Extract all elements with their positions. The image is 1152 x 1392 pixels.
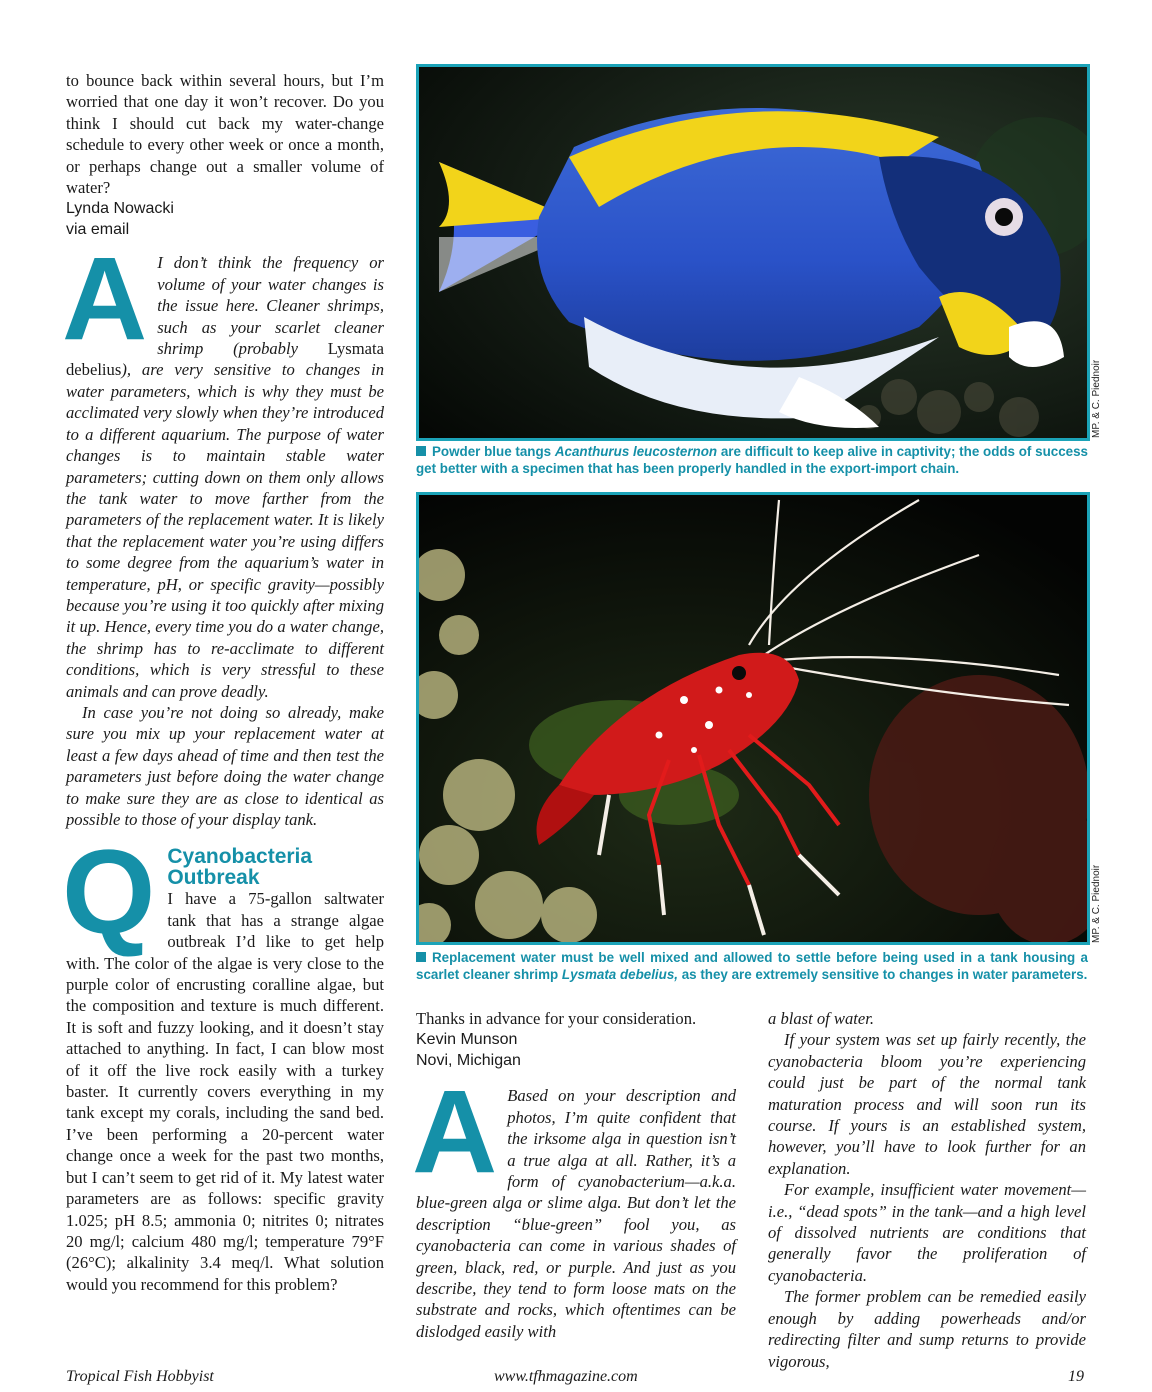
answer-paragraph-3: Based on your description and photos, I’m quite confident that the irksome alga in question isn’t a true alga at all. Rather, it’s a form of cyanobacterium—a.k.a. blue-green alga or slime alga. But don’t let the description “blue-green” fool you, as cyanobacteria can come in various shades of green, black, red, or purple. And just as you describe, they tend to form loose mats on the substrate and rocks, which oftentimes can be dislodged easily with	[416, 1086, 736, 1341]
tang-caption	[416, 444, 1088, 477]
answer-two	[412, 1066, 736, 1342]
signature-location: via email	[66, 221, 130, 239]
right-paragraph-1: If your system was set up fairly recently, the cyanobacteria bloom you’re experiencing could just be part of the normal tank maturation process and will soon run its course. If yours is an established system, however, you’ll have to look further for an explanation.	[768, 1030, 1086, 1178]
footer-magazine-title: Tropical Fish Hobbyist	[66, 1368, 214, 1385]
question-paragraph: I have a 75-gallon saltwater tank that has a strange algae outbreak I’d like to get help with. The color of the algae is very close to the purple color of encrusting coralline algae, but the composition and texture is much different. It is soft and fuzzy looking, and it doesn’t stay attached to anything. In fact, I can blow most of it off the live rock easily with a turkey baster. It currently covers everything in my tank except my corals, including the sand bed. I’ve been performing a 20-percent water change once a week for the past two months, but I can’t seem to get rid of it. My latest water parameters are as follows: specific gravity 1.025; pH 8.5; ammonia 0; nitrites 0; nitrates 20 mg/l; calcium 480 mg/l; temperature 79°F (26°C); alkalinity 3.4 meq/l. What solution would you recommend for this problem?	[66, 889, 384, 1294]
caption-text-2-cont: as they are extremely sensitive to changes in water parameters.	[678, 966, 1088, 982]
tang-photo-credit: MP. & C. Piednoir	[1091, 359, 1102, 438]
caption-species-2: Lysmata debelius,	[561, 966, 678, 982]
tang-photo	[416, 64, 1090, 441]
left-column	[62, 70, 384, 1295]
caption-species: Acanthurus leucosternon	[554, 444, 718, 459]
answer-dropcap-2: A	[412, 1066, 498, 1199]
tang-illustration	[419, 67, 1087, 438]
right-paragraph-3: The former problem can be remedied easily enough by adding powerheads and/or redirecting filter and sump returns to provide vigorous,	[768, 1287, 1086, 1371]
thanks-line: Thanks in advance for your consideration.	[416, 1009, 697, 1028]
right-paragraph-2: For example, insufficient water movement—i.e., “dead spots” in the tank—and a high level of dissolved nutrients are conditions that generally favor the proliferation of cyanobacteria.	[768, 1180, 1086, 1285]
shrimp-illustration	[419, 495, 1087, 942]
heading-line-1: Cyanobacteria	[167, 845, 313, 869]
answer-one	[62, 233, 384, 830]
caption-bullet-icon-2	[416, 952, 426, 962]
middle-column	[412, 1008, 736, 1342]
species-name: Lysmata debelius	[66, 339, 384, 380]
caption-bullet-icon	[416, 446, 426, 456]
signature-name-2: Kevin Munson	[416, 1031, 518, 1049]
caption-text-cont: are difficult to keep alive in captivity; the odds of success get better with a specimen that has been properly handled in the export-import chain.	[416, 444, 1089, 476]
footer-page-number: 19	[1068, 1368, 1084, 1385]
answer-dropcap: A	[62, 233, 148, 366]
answer-text-cont: ), are very sensitive to changes in water parameters, which is why they must be acclimated very slowly when they’re introduced to a different aquarium. The purpose of water changes is to maintain stable water parameters; cutting down on them only allows the tank water to move farther from the parameters of the replacement water. It is likely that the replacement water you’re using differs to some degree from the aquarium’s water in temperature, pH, or specific gravity—possibly because you’re using it too quickly after mixing it up. Hence, every time you do a water change, the shrimp has to re-acclimate to different conditions, which is very stressful to these animals and can prove deadly.	[66, 360, 384, 701]
right-paragraph-0: a blast of water.	[768, 1009, 875, 1028]
shrimp-caption	[416, 950, 1088, 983]
shrimp-photo	[416, 492, 1090, 945]
right-column	[768, 1008, 1086, 1372]
question-two	[62, 825, 384, 1295]
signature-name: Lynda Nowacki	[66, 200, 174, 218]
signature-location-2: Novi, Michigan	[416, 1052, 521, 1070]
intro-paragraph: to bounce back within several hours, but I’m worried that one day it won’t recover. Do you think I should cut back my water-change schedule to every other week or once a month, or perhaps change out a smaller volume of water?	[66, 71, 384, 198]
caption-text: Powder blue tangs	[432, 444, 555, 459]
footer-website[interactable]: www.tfhmagazine.com	[494, 1368, 638, 1385]
answer-text: I don’t think the frequency or volume of your water changes is the issue here. Cleaner shrimps, such as your scarlet cleaner shrimp (probably	[157, 253, 384, 359]
question-dropcap: Q	[62, 825, 156, 960]
heading-line-2: Outbreak	[167, 866, 260, 890]
shrimp-photo-credit: MP. & C. Piednoir	[1091, 864, 1102, 943]
answer-paragraph-2: In case you’re not doing so already, make sure you mix up your replacement water at least a few days ahead of time and then test the parameters just before doing the water change to make sure they are as close to identical as possible to those of your display tank.	[66, 702, 384, 829]
caption-text-2: Replacement water must be well mixed and allowed to settle before being used in a tank housing a scarlet cleaner shrimp	[416, 950, 1088, 982]
